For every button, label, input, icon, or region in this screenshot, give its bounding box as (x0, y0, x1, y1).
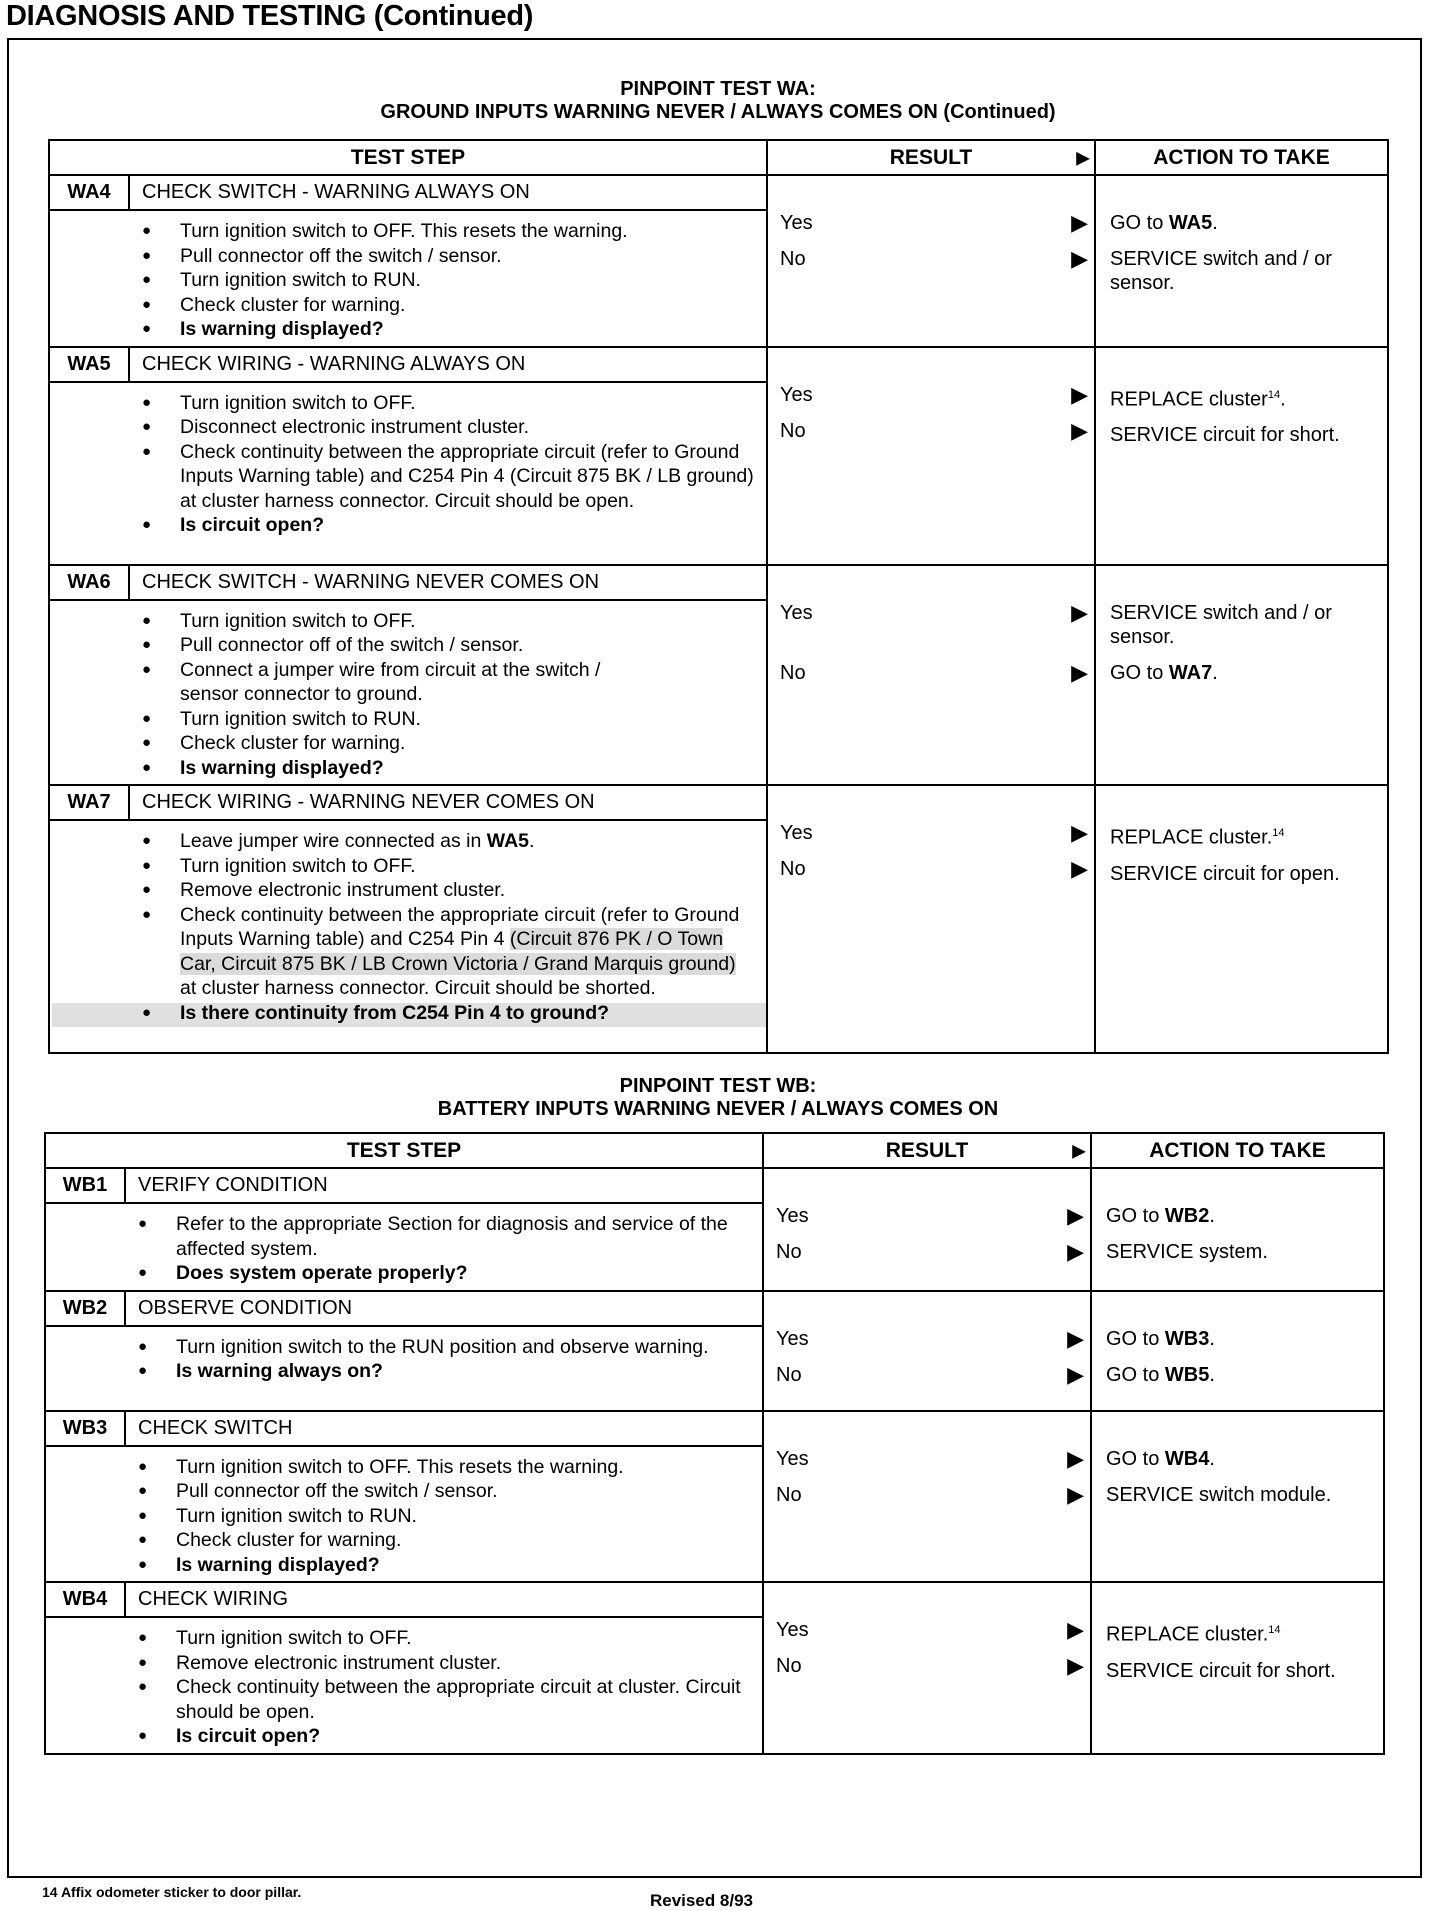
step-header (46, 1169, 762, 1204)
action-step-ref: WA5 (1168, 212, 1213, 234)
step-id: WA6 (50, 566, 130, 599)
step-cell-wa6 (49, 565, 767, 786)
action-cell-wb2 (1091, 1291, 1384, 1411)
step-title: CHECK WIRING - WARNING NEVER COMES ON (142, 791, 595, 813)
bullet-item: ● Refer to the appropriate Section for diagnosis and service of the affected system. (176, 1212, 732, 1261)
bullet-text: Leave jumper wire connected as in (180, 830, 487, 852)
step-row-wb3 (45, 1411, 1384, 1583)
result-no (764, 1363, 1090, 1387)
result-arrow-icon: ▶ (1071, 856, 1088, 881)
result-label: No (780, 419, 806, 442)
step-id: WA7 (50, 786, 130, 819)
result-label: Yes (776, 1619, 809, 1641)
revision-date: Revised 8/93 (650, 1891, 754, 1910)
action-step-ref: WB4 (1164, 1447, 1210, 1470)
bullet-question: ● Is there continuity from C254 Pin 4 to ground? (180, 1001, 756, 1026)
action-text-post: . (1212, 212, 1218, 234)
test-wb-header-row (45, 1133, 1384, 1168)
action-cell-wa7 (1095, 785, 1388, 1053)
highlighted-circuit-text: (Circuit 876 PK / O Town Car, Circuit 875 BK / LB Crown Victoria / Grand Marquis ground) (180, 928, 736, 975)
step-row-wb1 (45, 1168, 1384, 1291)
action-no (1096, 423, 1387, 447)
action-step-ref: WA7 (1168, 661, 1213, 684)
bullet-item: ● Remove electronic instrument cluster. (180, 878, 756, 903)
result-yes (768, 211, 1094, 235)
bullet-item: ● Turn ignition switch to OFF. (180, 391, 756, 416)
result-cell-wa5 (767, 347, 1095, 565)
action-step-ref: WB2 (1164, 1205, 1210, 1227)
result-arrow-icon: ▶ (1071, 381, 1088, 407)
action-text: GO to (1106, 1205, 1165, 1227)
action-text-post: . (1209, 1447, 1215, 1470)
result-arrow-icon: ▶ (1071, 599, 1088, 625)
step-cell-wa4 (49, 175, 767, 347)
step-row-wb2 (45, 1291, 1384, 1411)
result-arrow-icon: ▶ (1071, 820, 1088, 845)
bullet-item-continuity (180, 903, 756, 1001)
step-header (46, 1412, 762, 1447)
bullet-item: ● Turn ignition switch to RUN. (180, 268, 756, 293)
step-title: CHECK SWITCH - WARNING ALWAYS ON (142, 181, 530, 203)
footnote: 14 Affix odometer sticker to door pillar. (42, 1884, 302, 1900)
action-text: GO to (1110, 212, 1169, 234)
step-row-wa4 (49, 175, 1388, 347)
action-text-post: . (1280, 388, 1286, 411)
bullet-item: ● Check cluster for warning. (180, 731, 646, 756)
step-id: WB2 (46, 1292, 126, 1325)
step-bullets (46, 1447, 762, 1582)
result-no (764, 1483, 1090, 1507)
header-result (767, 140, 1095, 175)
step-title: CHECK SWITCH (138, 1416, 293, 1439)
result-label: Yes (780, 212, 813, 234)
bullet-item: ● Check cluster for warning. (176, 1528, 752, 1553)
action-no (1092, 1363, 1383, 1387)
step-title: VERIFY CONDITION (138, 1174, 328, 1196)
result-label: Yes (780, 601, 813, 624)
step-id: WB4 (46, 1583, 126, 1616)
action-no (1096, 247, 1387, 295)
action-text: SERVICE system. (1106, 1241, 1268, 1263)
result-label: Yes (776, 1327, 809, 1350)
action-text: GO to (1106, 1363, 1165, 1386)
step-id: WA4 (50, 176, 130, 209)
result-no (768, 661, 1094, 685)
step-header (46, 1583, 762, 1618)
result-no (764, 1654, 1090, 1678)
footnote-ref: 14 (1267, 388, 1281, 401)
bullet-item: ● Turn ignition switch to OFF. This resets the warning. (176, 1455, 752, 1480)
action-yes (1096, 601, 1387, 649)
result-cell-wb4 (763, 1582, 1091, 1754)
result-label: No (780, 661, 806, 684)
step-bullets (46, 1327, 762, 1388)
step-bullets (50, 601, 766, 785)
step-header (50, 348, 766, 383)
action-cell-wb1 (1091, 1168, 1384, 1291)
action-yes (1096, 211, 1387, 235)
result-label: Yes (780, 383, 813, 406)
step-title: CHECK WIRING - WARNING ALWAYS ON (142, 352, 526, 375)
bullet-item: ● Turn ignition switch to OFF. (176, 1626, 752, 1651)
result-arrow-icon: ▶ (1071, 417, 1088, 443)
action-step-ref: WB3 (1164, 1327, 1210, 1350)
action-yes (1092, 1204, 1383, 1228)
action-yes (1096, 383, 1387, 412)
action-text: REPLACE cluster (1110, 388, 1268, 411)
bullet-question: ● Is warning displayed? (180, 317, 756, 342)
step-bullets (46, 1618, 762, 1753)
step-bullets (50, 211, 766, 346)
action-text-post: . (1212, 661, 1218, 684)
step-id: WA5 (50, 348, 130, 381)
bullet-item: ● Pull connector off the switch / sensor. (180, 244, 756, 269)
header-result-label: RESULT (885, 1138, 969, 1162)
header-action: ACTION TO TAKE (1095, 140, 1388, 175)
bullet-item: ● Turn ignition switch to OFF. (180, 854, 756, 879)
action-text: GO to (1106, 1327, 1165, 1350)
result-arrow-icon: ▶ (1071, 210, 1088, 235)
step-header (50, 786, 766, 821)
action-text: SERVICE circuit for short. (1106, 1659, 1336, 1682)
step-cell-wa5 (49, 347, 767, 565)
step-id: WB1 (46, 1169, 126, 1202)
result-no (768, 857, 1094, 881)
bullet-item: ● Turn ignition switch to OFF. (180, 609, 646, 634)
step-title: CHECK WIRING (138, 1588, 288, 1610)
result-cell-wa7 (767, 785, 1095, 1053)
result-label: No (776, 1241, 802, 1263)
action-no (1096, 661, 1387, 685)
header-result-label: RESULT (889, 145, 973, 169)
result-no (768, 247, 1094, 271)
bullet-item: ● Check continuity between the appropriate circuit (refer to Ground Inputs Warning table) and C254 Pin 4 (Circuit 875 BK / LB ground) at cluster harness connector. Circuit should be open. (180, 440, 756, 514)
step-title: OBSERVE CONDITION (138, 1296, 353, 1319)
result-arrow-icon: ▶ (1067, 1239, 1084, 1264)
action-text: SERVICE circuit for open. (1110, 862, 1340, 885)
action-no (1092, 1240, 1383, 1264)
result-no (764, 1240, 1090, 1264)
action-cell-wa5 (1095, 347, 1388, 565)
step-cell-wa7 (49, 785, 767, 1053)
bullet-item: ● Turn ignition switch to RUN. (176, 1504, 752, 1529)
result-arrow-icon: ▶ (1067, 1617, 1084, 1642)
bullet-item: ● Disconnect electronic instrument cluster. (180, 415, 756, 440)
step-bullets (50, 383, 766, 542)
bullet-item: ● Check cluster for warning. (180, 293, 756, 318)
action-yes (1096, 821, 1387, 850)
result-cell-wb2 (763, 1291, 1091, 1411)
bullet-question: ● Is warning displayed? (176, 1553, 752, 1578)
action-text-post: . (1209, 1363, 1215, 1386)
bullet-question: ● Does system operate properly? (176, 1261, 732, 1286)
header-test-step: TEST STEP (49, 140, 767, 175)
step-cell-wb2 (45, 1291, 763, 1411)
bullet-item: ● Turn ignition switch to RUN. (180, 707, 646, 732)
bullet-question: ● Is warning always on? (176, 1359, 732, 1384)
step-cell-wb1 (45, 1168, 763, 1291)
test-wa-header-row (49, 140, 1388, 175)
test-wa-title (48, 78, 1388, 124)
step-row-wa7 (49, 785, 1388, 1053)
action-step-ref: WB5 (1164, 1363, 1210, 1386)
action-text: REPLACE cluster. (1110, 826, 1273, 849)
step-cell-wb4 (45, 1582, 763, 1754)
result-label: No (780, 248, 806, 270)
bullet-item: ● Connect a jumper wire from circuit at the switch / sensor connector to ground. (180, 658, 646, 707)
action-text-post: . (1209, 1327, 1215, 1350)
bullet-item: ● Turn ignition switch to OFF. This resets the warning. (180, 219, 756, 244)
action-no (1092, 1659, 1383, 1683)
result-no (768, 419, 1094, 443)
action-text: SERVICE switch module. (1106, 1483, 1332, 1506)
step-bullets (46, 1204, 762, 1290)
bullet-item-jumper (180, 829, 756, 854)
action-text: SERVICE circuit for short. (1110, 424, 1340, 447)
action-cell-wa6 (1095, 565, 1388, 786)
bullet-step-ref: WA5 (486, 830, 530, 852)
result-label: Yes (776, 1447, 809, 1470)
header-arrow-icon: ▶ (1076, 147, 1090, 167)
test-wb-title-line2: BATTERY INPUTS WARNING NEVER / ALWAYS COMES ON (437, 1098, 999, 1120)
bullet-question: ● Is circuit open? (176, 1724, 752, 1749)
action-cell-wa4 (1095, 175, 1388, 347)
bullet-text-post: at cluster harness connector. Circuit should be shorted. (180, 977, 656, 999)
result-yes (768, 383, 1094, 407)
footnote-ref: 14 (1268, 1624, 1281, 1636)
footnote-ref: 14 (1272, 827, 1285, 839)
page-header: DIAGNOSIS AND TESTING (Continued) (6, 0, 534, 32)
result-label: No (776, 1363, 802, 1386)
bullet-question: ● Is warning displayed? (180, 756, 646, 781)
result-arrow-icon: ▶ (1067, 1361, 1084, 1387)
action-text: GO to (1110, 661, 1169, 684)
bullet-item: ● Turn ignition switch to the RUN position and observe warning. (176, 1335, 732, 1360)
result-yes (768, 601, 1094, 625)
test-wa-table (48, 139, 1389, 1054)
action-cell-wb4 (1091, 1582, 1384, 1754)
result-arrow-icon: ▶ (1067, 1481, 1084, 1507)
action-text: SERVICE switch and / or sensor. (1110, 601, 1332, 648)
result-arrow-icon: ▶ (1067, 1325, 1084, 1351)
step-row-wb4 (45, 1582, 1384, 1754)
result-label: No (780, 858, 806, 880)
result-cell-wa4 (767, 175, 1095, 347)
result-arrow-icon: ▶ (1071, 246, 1088, 271)
result-arrow-icon: ▶ (1067, 1203, 1084, 1228)
bullet-question: ● Is circuit open? (180, 513, 756, 538)
result-cell-wa6 (767, 565, 1095, 786)
action-text: SERVICE switch and / or sensor. (1110, 248, 1332, 294)
step-cell-wb3 (45, 1411, 763, 1583)
header-test-step: TEST STEP (45, 1133, 763, 1168)
test-wa-title-line2: GROUND INPUTS WARNING NEVER / ALWAYS COMES ON (Continued) (380, 101, 1056, 123)
result-yes (764, 1618, 1090, 1642)
header-result (763, 1133, 1091, 1168)
step-row-wa6 (49, 565, 1388, 786)
bullet-item: ● Check continuity between the appropriate circuit at cluster. Circuit should be open. (176, 1675, 752, 1724)
bullet-item: ● Pull connector off the switch / sensor. (176, 1479, 752, 1504)
action-no (1092, 1483, 1383, 1507)
step-header (50, 176, 766, 211)
action-text: GO to (1106, 1447, 1165, 1470)
step-row-wa5 (49, 347, 1388, 565)
action-text-post: . (1209, 1205, 1215, 1227)
result-arrow-icon: ▶ (1067, 1653, 1084, 1678)
result-yes (764, 1447, 1090, 1471)
result-label: Yes (780, 822, 813, 844)
bullet-text: Check continuity between the appropriate circuit (refer to Ground Inputs Warning table) and C254 Pin 4 (180, 903, 740, 950)
test-wb-title (48, 1075, 1388, 1121)
result-arrow-icon: ▶ (1071, 659, 1088, 685)
test-wb-title-line1: PINPOINT TEST WB: (619, 1075, 817, 1097)
action-no (1096, 862, 1387, 886)
bullet-item: ● Pull connector off of the switch / sensor. (180, 633, 646, 658)
step-header (46, 1292, 762, 1327)
test-wb-table (44, 1132, 1385, 1755)
result-yes (764, 1327, 1090, 1351)
header-action: ACTION TO TAKE (1091, 1133, 1384, 1168)
result-cell-wb1 (763, 1168, 1091, 1291)
bullet-text-post: . (529, 830, 535, 852)
action-text: REPLACE cluster. (1106, 1623, 1269, 1646)
step-bullets (50, 821, 766, 1029)
result-label: No (776, 1655, 802, 1677)
bullet-item: ● Remove electronic instrument cluster. (176, 1651, 752, 1676)
step-id: WB3 (46, 1412, 126, 1445)
action-yes (1092, 1618, 1383, 1647)
test-wa-title-line1: PINPOINT TEST WA: (620, 78, 816, 100)
header-arrow-icon: ▶ (1072, 1140, 1086, 1160)
result-label: No (776, 1483, 802, 1506)
action-yes (1092, 1327, 1383, 1351)
step-title: CHECK SWITCH - WARNING NEVER COMES ON (142, 570, 600, 593)
result-arrow-icon: ▶ (1067, 1445, 1084, 1471)
action-cell-wb3 (1091, 1411, 1384, 1583)
result-label: Yes (776, 1205, 809, 1227)
result-cell-wb3 (763, 1411, 1091, 1583)
action-yes (1092, 1447, 1383, 1471)
result-yes (768, 821, 1094, 845)
result-yes (764, 1204, 1090, 1228)
step-header (50, 566, 766, 601)
